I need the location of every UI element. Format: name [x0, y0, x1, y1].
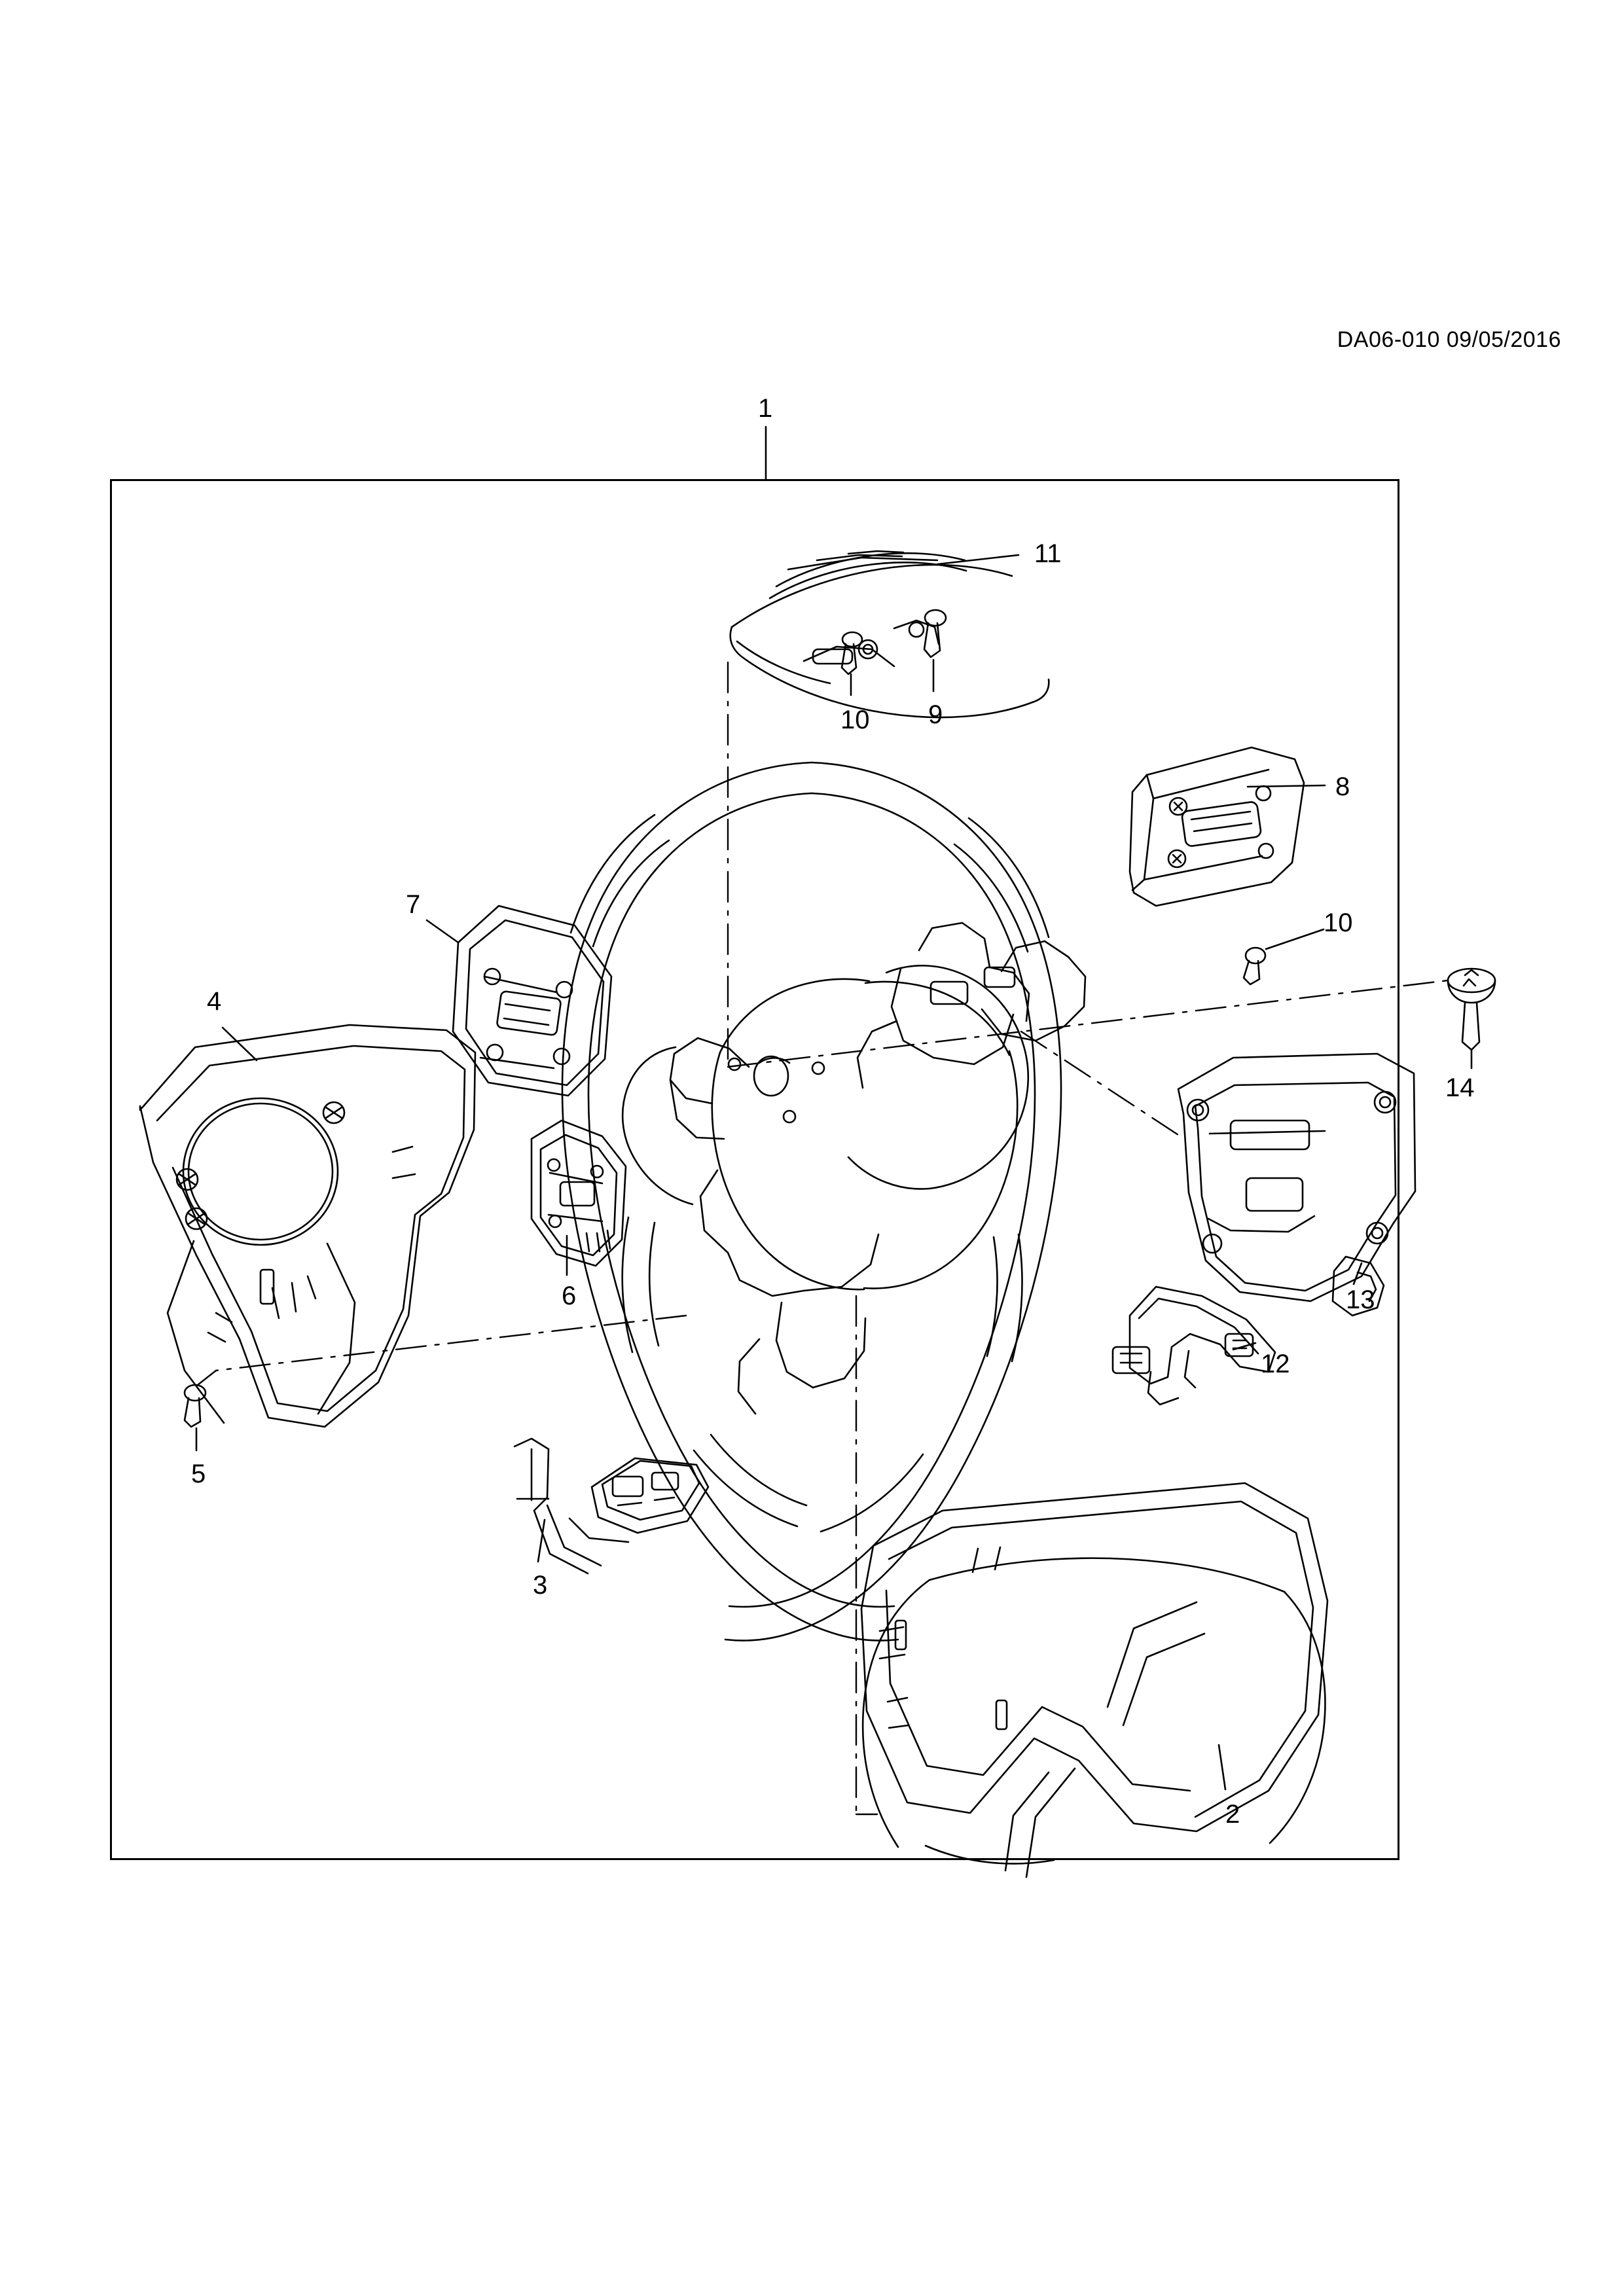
- callout-11: 11: [1034, 539, 1062, 568]
- document-code: DA06-010 09/05/2016: [1337, 327, 1561, 352]
- callout-4: 4: [207, 987, 222, 1016]
- callout-12: 12: [1261, 1350, 1290, 1378]
- callout-3: 3: [533, 1571, 548, 1600]
- callout-7: 7: [406, 890, 421, 919]
- callout-6: 6: [562, 1282, 577, 1310]
- assembly-frame: [110, 479, 1399, 1860]
- callout-9: 9: [928, 700, 943, 729]
- callout-2: 2: [1225, 1800, 1240, 1829]
- callout-14: 14: [1445, 1073, 1475, 1102]
- callout-8: 8: [1335, 772, 1350, 801]
- callout-10: 10: [840, 706, 870, 734]
- callout-13: 13: [1346, 1285, 1375, 1314]
- callout-10-right: 10: [1324, 908, 1353, 937]
- callout-5: 5: [191, 1460, 206, 1488]
- callout-1: 1: [758, 394, 773, 423]
